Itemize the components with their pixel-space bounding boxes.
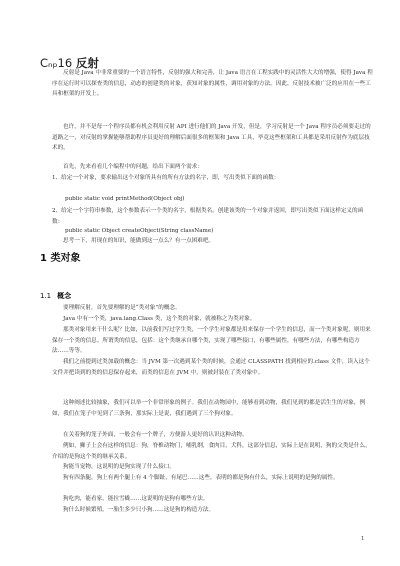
concept-paragraph-4: 我们之前提到过类加载的概念：当 JVM 第一次遇到某个类的时候，会通过 CLASSPATH 找到相应的.class 文件，读入这个文件并把读到的类的信息保存起来，而类的信息在 JVM 中，则被封装在了类对象中。 xyxy=(52,359,370,376)
subsection-heading xyxy=(40,291,71,301)
concept-paragraph-2: Java 中有一个类，java.lang.Class 类，这个类的对象，就被称之为类对象。 xyxy=(63,316,256,322)
code-print-method: public static void printMethod(Object obj) xyxy=(65,196,185,202)
code-create-object: public static Object createObject(String className) xyxy=(65,228,214,234)
subsection-number: 1.1 xyxy=(40,292,52,300)
concept-paragraph-5: 这种阐述比较抽象，我们可以举一个非常形象的例子。我们在动物园中，能够看到动物，我们见到的都是活生生的对象，例如，我们在笼子中见到了三条狗，那实际上是说，我们遇到了三个狗对象。 xyxy=(52,400,366,417)
chapter-prefix: Cₙₚ16 xyxy=(40,56,73,70)
chapter-title: 反射 xyxy=(75,56,99,70)
intro-paragraph-2: 也许，并不是每一个程序员都有机会利用反射 API 进行他们的 Java 开发，但是，学习反射是一个 Java 程序员必须要走过的道路之一，对反射的掌握能够帮助程序员更好的理解后面很多的框架和 Java 工具，毕竟这些框架和工具都是采用反射作为底层技术的。 xyxy=(52,124,371,152)
think-paragraph: 思考一下，用现在的知识，能做到这一点么？有一点困难吧。 xyxy=(63,238,215,244)
subsection-title: 概念 xyxy=(57,292,72,300)
concept-paragraph-10: 狗吃肉，能看家，能拉雪橇……这说明的是狗有哪些方法。 xyxy=(63,496,209,502)
concept-paragraph-6: 在关着狗的笼子外面，一般会有一个牌子，方便游人更好的认识这种动物。 xyxy=(63,432,248,438)
intro-paragraph-3: 首先，先来看看几个编程中的问题，给出下面两个需求： xyxy=(63,164,203,170)
page-number: 1 xyxy=(361,536,365,542)
concept-paragraph-3: 那类对象用来干什么呢？比如，以前我们写过学生类，一个学生对象都是用来保存一个学生的信息，而一个类对象呢，则用来保存一个类的信息。所谓类的信息，包括：这个类继承自哪个类，实现了哪些接口，有哪些属性，有哪些方法，有哪些构造方法……等等。 xyxy=(52,327,371,355)
concept-paragraph-11: 狗什么时候繁殖，一胎生多少只小狗……这是狗的构造方法。 xyxy=(63,507,215,513)
requirement-2: 2、给定一个字符串参数，这个参数表示一个类的名字，根据类名，创建该类的一个对象并返回，即写出类似下面这样定义的函数： xyxy=(52,208,364,225)
concept-paragraph-8: 狗能当宠物，这说明的是狗实现了什么接口。 xyxy=(63,464,175,470)
concept-paragraph-7: 例如，狮子上会有这样的信息：狗，脊椎动物门，哺乳纲，食肉目，犬科，这部分信息，实际上是在说明，狗的父类是什么，介绍的是狗这个类的继承关系。 xyxy=(52,443,371,460)
concept-paragraph-9: 狗有四条腿，狗上有两个腿上有 4 个脚趾，有尾巴……这些，表明的都是狗有什么，实际上说明的是狗的属性。 xyxy=(63,475,339,481)
requirement-1: 1、给定一个对象，要求输出这个对象所具有的所有方法的名字，即，写出类似下面的函数： xyxy=(52,175,280,181)
section-heading: 1 类对象 xyxy=(40,253,81,264)
intro-paragraph-1: 反射是 Java 中非常重要的一个语言特性，反射的强大和完善，让 Java 语言在工程实践中的灵活性大大的增强，使得 Java 程序在运行时可以探查类的信息，动态的创建类的对象，获知对象的属性，调用对象的方法。因此，反射技术被广泛的应用在一些工具和框架的开发上。 xyxy=(52,70,373,98)
concept-paragraph-1: 要理解反射，首先要理解的是“类对象”的概念。 xyxy=(63,305,181,311)
